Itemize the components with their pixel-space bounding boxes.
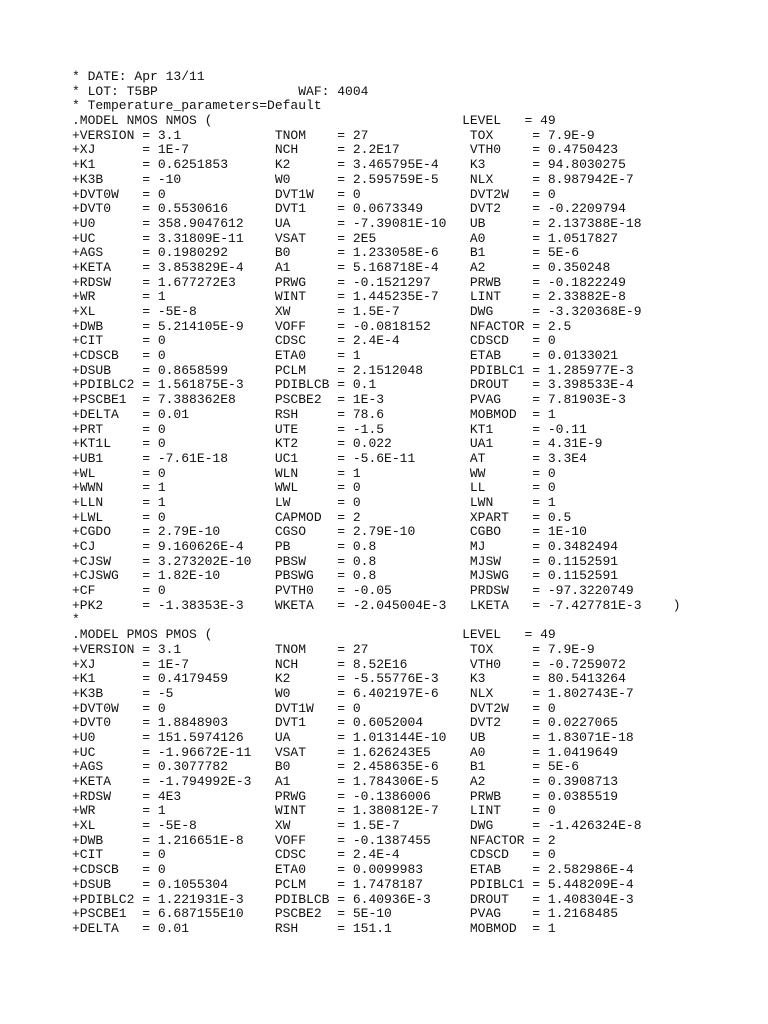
document-line: +PRT = 0 UTE = -1.5 KT1 = -0.11 (72, 421, 587, 437)
document-line: +VERSION = 3.1 TNOM = 27 TOX = 7.9E-9 (72, 641, 595, 657)
document-line: +DVT0W = 0 DVT1W = 0 DVT2W = 0 (72, 186, 556, 202)
document-line: +LLN = 1 LW = 0 LWN = 1 (72, 494, 556, 510)
document-line: +K3B = -10 W0 = 2.595759E-5 NLX = 8.987942E-7 (72, 171, 634, 187)
document-line: +PSCBE1 = 6.687155E10 PSCBE2 = 5E-10 PVAG = 1.2168485 (72, 906, 619, 922)
document-line: +PK2 = -1.38353E-3 WKETA = -2.045004E-3 LKETA = -7.427781E-3 ) (72, 597, 681, 613)
document-line: +PDIBLC2 = 1.561875E-3 PDIBLCB = 0.1 DROUT = 3.398533E-4 (72, 377, 634, 393)
document-line: +DVT0W = 0 DVT1W = 0 DVT2W = 0 (72, 700, 556, 716)
document-line: * (72, 612, 80, 628)
spice-model-document (72, 70, 752, 937)
document-line: +XL = -5E-8 XW = 1.5E-7 DWG = -1.426324E-8 (72, 818, 642, 834)
document-line: +DVT0 = 0.5530616 DVT1 = 0.0673349 DVT2 = -0.2209794 (72, 201, 626, 217)
document-line: +DELTA = 0.01 RSH = 151.1 MOBMOD = 1 (72, 920, 556, 936)
document-line: +K3B = -5 W0 = 6.402197E-6 NLX = 1.802743E-7 (72, 685, 634, 701)
document-line: * Temperature_parameters=Default (72, 98, 322, 114)
document-line: .MODEL NMOS NMOS ( LEVEL = 49 (72, 113, 556, 129)
document-line: .MODEL PMOS PMOS ( LEVEL = 49 (72, 627, 556, 643)
document-line: +DELTA = 0.01 RSH = 78.6 MOBMOD = 1 (72, 406, 556, 422)
document-line: * LOT: T5BP WAF: 4004 (72, 83, 369, 99)
document-line: +K1 = 0.4179459 K2 = -5.55776E-3 K3 = 80.5413264 (72, 671, 626, 687)
document-line: +WR = 1 WINT = 1.380812E-7 LINT = 0 (72, 803, 556, 819)
document-line: +CJ = 9.160626E-4 PB = 0.8 MJ = 0.3482494 (72, 539, 619, 554)
document-line: +UB1 = -7.61E-18 UC1 = -5.6E-11 AT = 3.3E4 (72, 450, 587, 466)
document-line: +PSCBE1 = 7.388362E8 PSCBE2 = 1E-3 PVAG = 7.81903E-3 (72, 392, 626, 408)
document-line: +U0 = 358.9047612 UA = -7.39081E-10 UB = 2.137388E-18 (72, 215, 642, 231)
document-line: +KETA = 3.853829E-4 A1 = 5.168718E-4 A2 = 0.350248 (72, 259, 611, 275)
document-line: +CJSW = 3.273202E-10 PBSW = 0.8 MJSW = 0.1152591 (72, 553, 619, 569)
document-line: +UC = 3.31809E-11 VSAT = 2E5 A0 = 1.0517827 (72, 230, 619, 246)
document-line: +WWN = 1 WWL = 0 LL = 0 (72, 480, 556, 496)
document-line: +LWL = 0 CAPMOD = 2 XPART = 0.5 (72, 509, 572, 525)
document-line: +RDSW = 1.677272E3 PRWG = -0.1521297 PRWB = -0.1822249 (72, 274, 626, 290)
document-line: +KT1L = 0 KT2 = 0.022 UA1 = 4.31E-9 (72, 436, 603, 452)
document-line: +KETA = -1.794992E-3 A1 = 1.784306E-5 A2 = 0.3908713 (72, 774, 619, 789)
document-line: +CJSWG = 1.82E-10 PBSWG = 0.8 MJSWG = 0.1152591 (72, 568, 619, 584)
document-line: +DWB = 5.214105E-9 VOFF = -0.0818152 NFACTOR = 2.5 (72, 318, 572, 334)
document-line: +XL = -5E-8 XW = 1.5E-7 DWG = -3.320368E-9 (72, 304, 642, 319)
document-line: +CDSCB = 0 ETA0 = 0.0099983 ETAB = 2.582986E-4 (72, 862, 634, 878)
document-line: +CIT = 0 CDSC = 2.4E-4 CDSCD = 0 (72, 847, 556, 863)
document-line: +UC = -1.96672E-11 VSAT = 1.626243E5 A0 = 1.0419649 (72, 744, 619, 760)
document-line: +DSUB = 0.1055304 PCLM = 1.7478187 PDIBLC1 = 5.448209E-4 (72, 876, 634, 892)
document-line: +WL = 0 WLN = 1 WW = 0 (72, 465, 556, 481)
document-line: +DSUB = 0.8658599 PCLM = 2.1512048 PDIBLC1 = 1.285977E-3 (72, 362, 634, 378)
document-line: +U0 = 151.5974126 UA = 1.013144E-10 UB = 1.83071E-18 (72, 729, 634, 745)
document-line: +XJ = 1E-7 NCH = 8.52E16 VTH0 = -0.7259072 (72, 656, 626, 672)
document-line: +AGS = 0.1980292 B0 = 1.233058E-6 B1 = 5E-6 (72, 245, 580, 261)
document-line: +DWB = 1.216651E-8 VOFF = -0.1387455 NFACTOR = 2 (72, 832, 556, 848)
document-line: +AGS = 0.3077782 B0 = 2.458635E-6 B1 = 5E-6 (72, 759, 580, 775)
document-line: +WR = 1 WINT = 1.445235E-7 LINT = 2.33882E-8 (72, 289, 626, 305)
document-line: +CF = 0 PVTH0 = -0.05 PRDSW = -97.3220749 (72, 583, 634, 599)
document-line: +CGDO = 2.79E-10 CGSO = 2.79E-10 CGBO = 1E-10 (72, 524, 587, 540)
document-line: +CDSCB = 0 ETA0 = 1 ETAB = 0.0133021 (72, 348, 619, 364)
document-line: +RDSW = 4E3 PRWG = -0.1386006 PRWB = 0.0385519 (72, 788, 619, 804)
document-line: +VERSION = 3.1 TNOM = 27 TOX = 7.9E-9 (72, 127, 595, 143)
document-line: +K1 = 0.6251853 K2 = 3.465795E-4 K3 = 94.8030275 (72, 157, 626, 173)
document-line: * DATE: Apr 13/11 (72, 69, 205, 84)
document-line: +XJ = 1E-7 NCH = 2.2E17 VTH0 = 0.4750423 (72, 142, 619, 158)
document-line: +CIT = 0 CDSC = 2.4E-4 CDSCD = 0 (72, 333, 556, 349)
document-line: +PDIBLC2 = 1.221931E-3 PDIBLCB = 6.40936E-3 DROUT = 1.408304E-3 (72, 891, 634, 907)
document-line: +DVT0 = 1.8848903 DVT1 = 0.6052004 DVT2 = 0.0227065 (72, 715, 619, 731)
